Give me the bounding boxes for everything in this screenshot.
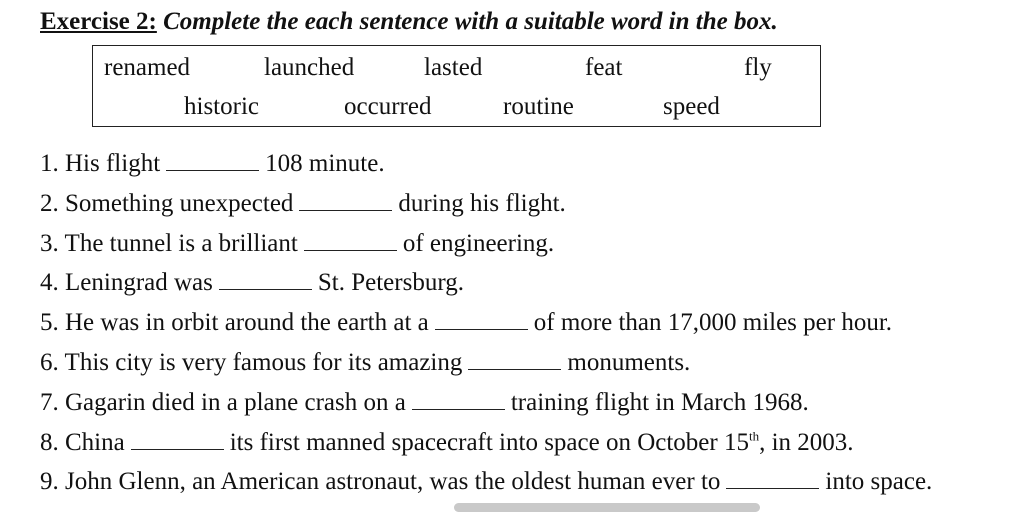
sentence-1: [40, 148, 385, 176]
sentence-text: training flight in March 1968.: [510, 389, 809, 416]
word-box-item: fly: [744, 54, 772, 81]
answer-blank[interactable]: [166, 148, 259, 171]
answer-blank[interactable]: [131, 427, 224, 450]
sentence-text: 3. The tunnel is a brilliant: [40, 230, 298, 257]
sentence-text: 8. China: [40, 429, 125, 456]
exercise-instruction: Complete the each sentence with a suitable word in the box.: [163, 8, 778, 35]
sentence-text: monuments.: [567, 349, 691, 376]
sentence-text: 6. This city is very famous for its amazing: [40, 349, 463, 376]
answer-blank[interactable]: [412, 387, 505, 410]
word-box-item: speed: [663, 93, 720, 120]
sentence-text: 9. John Glenn, an American astronaut, was the oldest human ever to: [40, 468, 721, 495]
sentence-text: of engineering.: [402, 230, 555, 257]
sentence-text: 4. Leningrad was: [40, 269, 213, 296]
sentence-text: , in 2003.: [759, 429, 854, 456]
sentence-5: [40, 307, 892, 335]
answer-blank[interactable]: [219, 267, 312, 290]
sentence-text: 5. He was in orbit around the earth at a: [40, 309, 429, 336]
sentence-4: [40, 267, 464, 295]
word-box-item: feat: [585, 54, 623, 81]
sentence-text: 108 minute.: [265, 150, 385, 177]
word-box-item: renamed: [104, 54, 191, 81]
sentence-2: [40, 188, 566, 216]
word-box-item: lasted: [424, 54, 483, 81]
word-box-item: routine: [503, 93, 574, 120]
answer-blank[interactable]: [726, 466, 819, 489]
word-box: [92, 45, 821, 127]
sentence-text: during his flight.: [398, 190, 566, 217]
answer-blank[interactable]: [435, 307, 528, 330]
sentence-text: into space.: [825, 468, 933, 495]
word-box-item: occurred: [344, 93, 432, 120]
word-box-item: historic: [184, 93, 259, 120]
sentence-text: 7. Gagarin died in a plane crash on a: [40, 389, 406, 416]
exercise-label: Exercise 2:: [40, 8, 157, 35]
sentence-text: St. Petersburg.: [317, 269, 464, 296]
sentence-7: [40, 387, 809, 415]
sentence-9: [40, 466, 932, 494]
answer-blank[interactable]: [304, 228, 397, 251]
sentence-3: [40, 228, 554, 256]
sentence-8: [40, 427, 854, 455]
sentence-6: [40, 347, 690, 375]
ordinal-suffix: th: [748, 428, 760, 444]
sentence-text: of more than 17,000 miles per hour.: [533, 309, 893, 336]
sentence-text: 2. Something unexpected: [40, 190, 294, 217]
exercise-title: [40, 8, 778, 36]
answer-blank[interactable]: [468, 347, 561, 370]
sentence-text: 1. His flight: [40, 150, 161, 177]
answer-blank[interactable]: [299, 188, 392, 211]
sentence-text: its first manned spacecraft into space on October 15: [229, 429, 749, 456]
word-box-item: launched: [264, 54, 355, 81]
horizontal-scrollbar[interactable]: [454, 503, 760, 512]
